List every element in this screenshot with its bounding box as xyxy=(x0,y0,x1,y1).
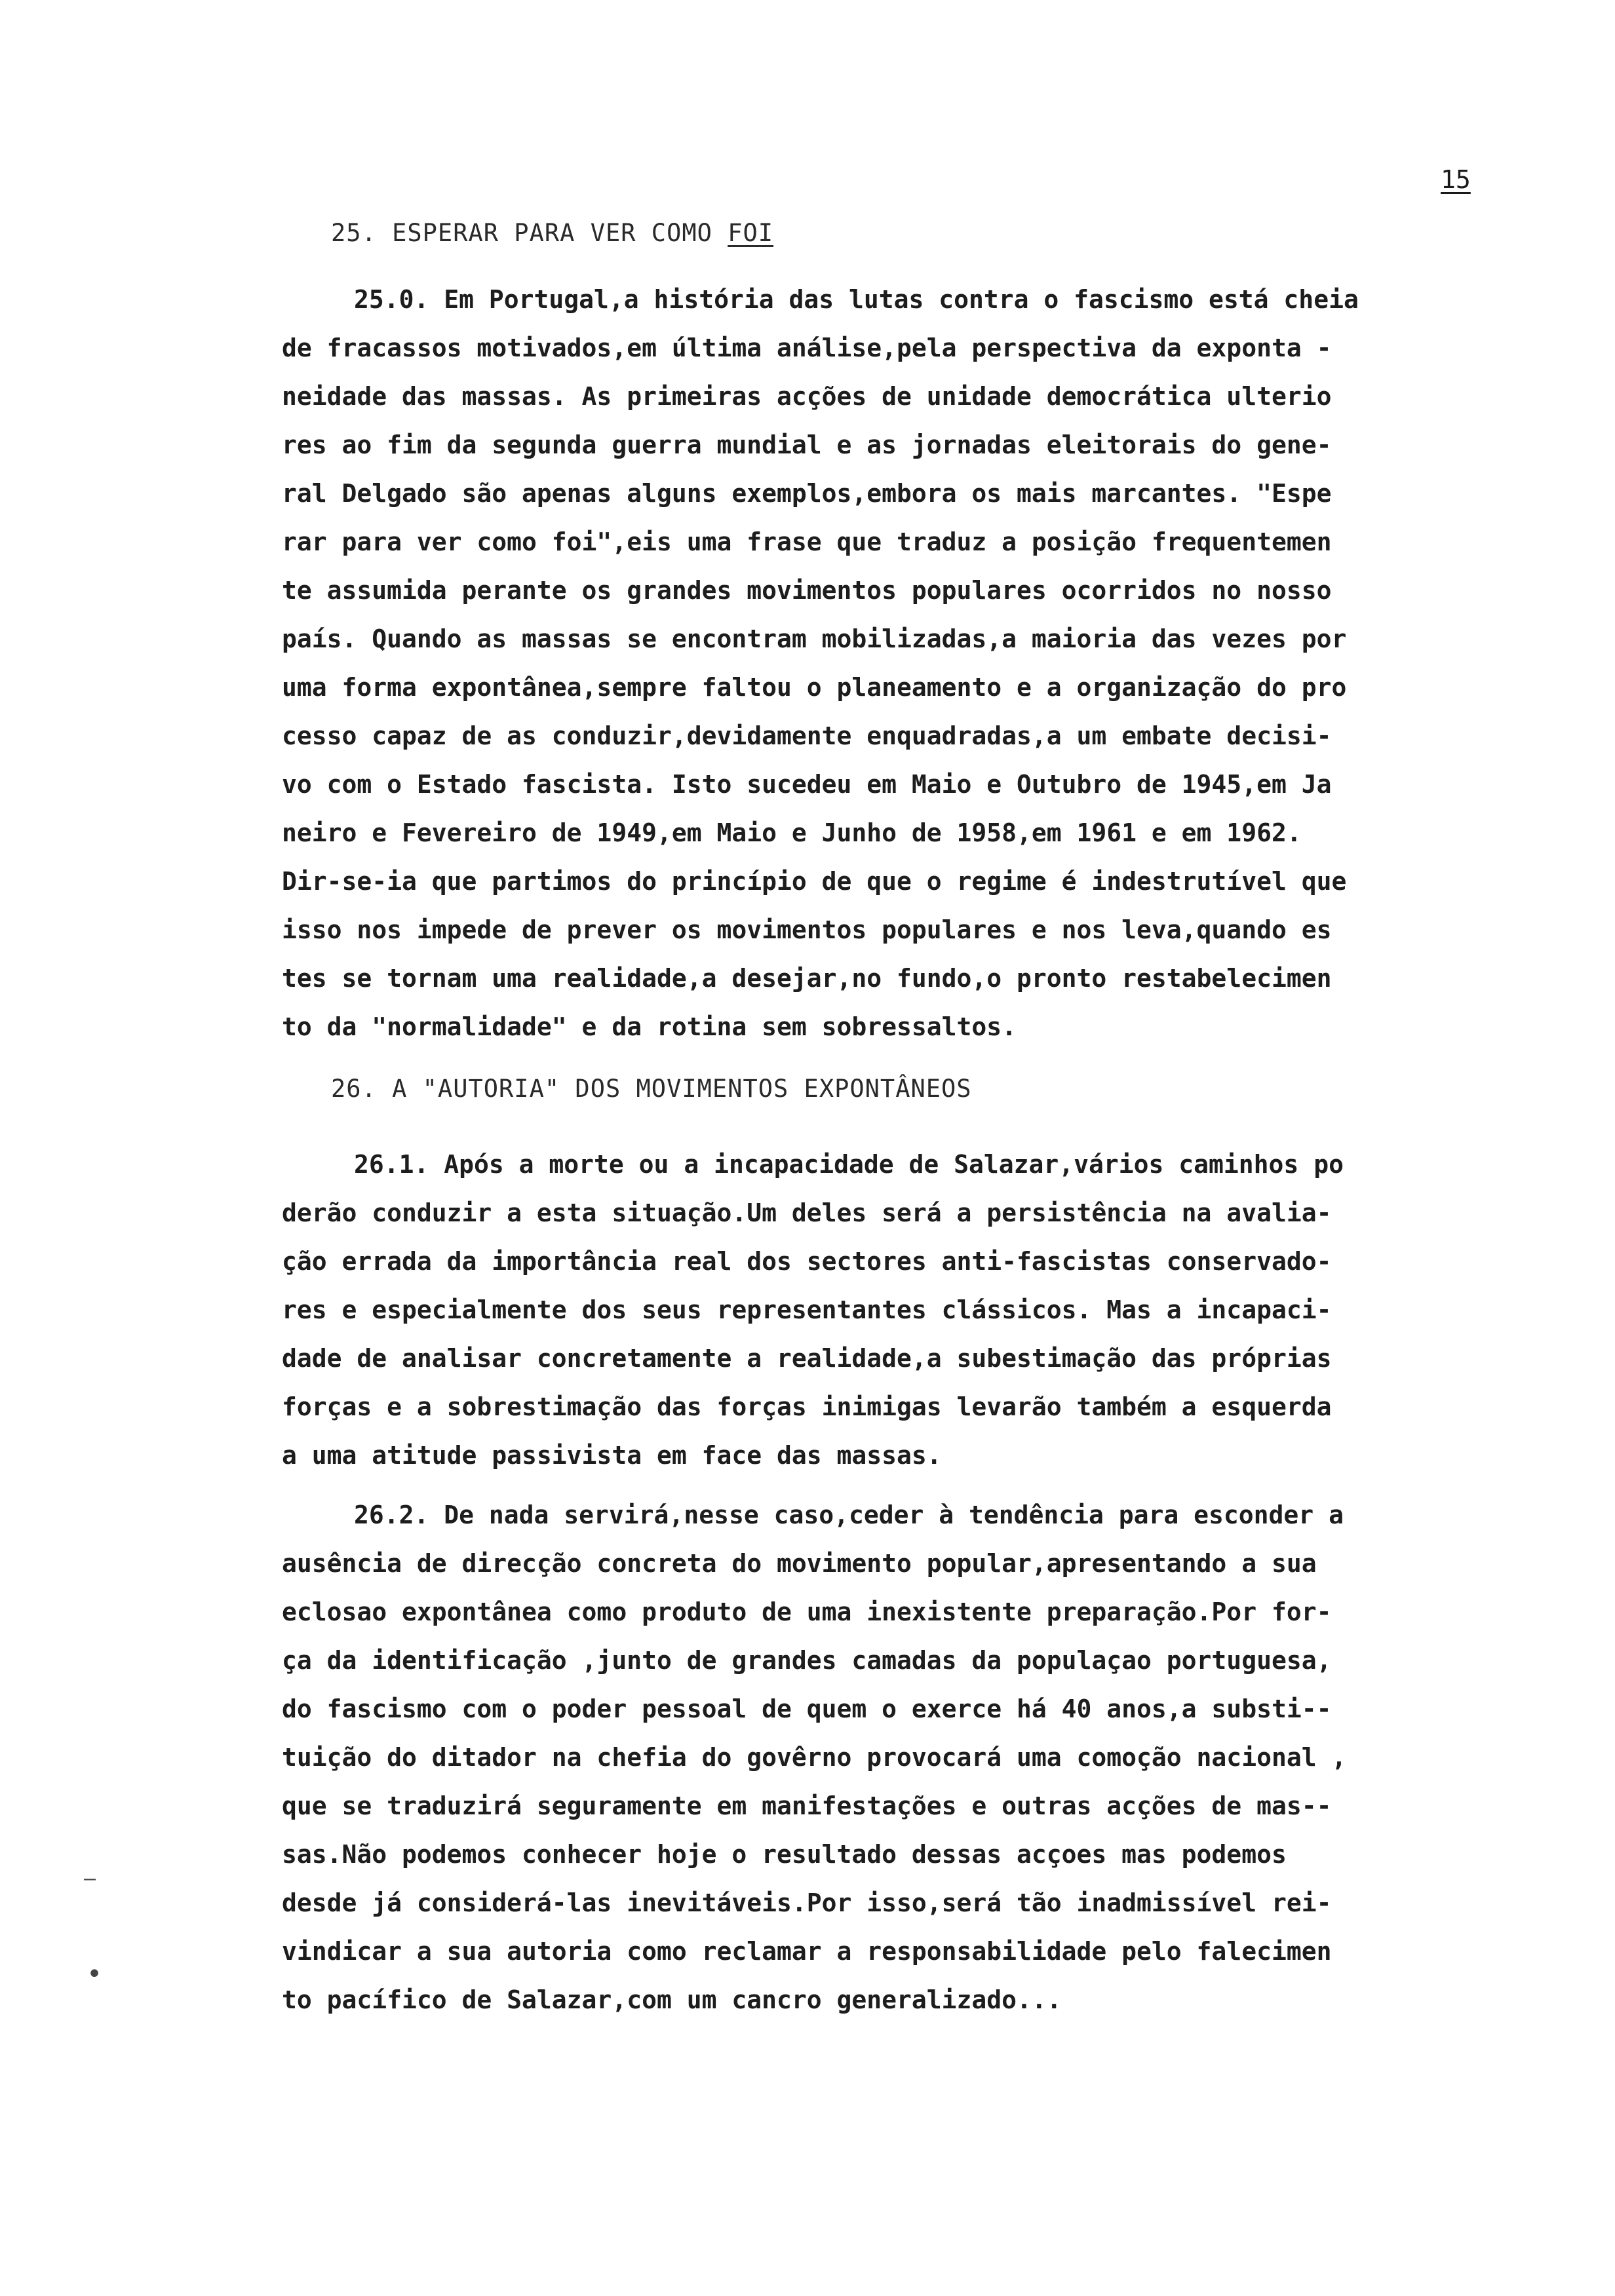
text-line: res ao fim da segunda guerra mundial e as jornadas eleitorais do gene- xyxy=(282,430,1332,459)
text-line: Dir-se-ia que partimos do princípio de que o regime é indestrutível que xyxy=(282,867,1347,896)
page-number: 15 xyxy=(1441,165,1471,194)
section-25-heading-underlined: FOI xyxy=(728,219,774,247)
text-line: rar para ver como foi",eis uma frase que traduz a posição frequentemen xyxy=(282,527,1332,556)
text-line: dade de analisar concretamente a realidade,a subestimação das próprias xyxy=(282,1344,1332,1373)
text-line: ça da identificação ,junto de grandes camadas da populaçao portuguesa, xyxy=(282,1646,1332,1675)
text-line: neidade das massas. As primeiras acções de unidade democrática ulterio xyxy=(282,382,1332,411)
text-line: que se traduzirá seguramente em manifestações e outras acções de mas-- xyxy=(282,1791,1332,1820)
text-line: tuição do ditador na chefia do govêrno provocará uma comoção nacional , xyxy=(282,1743,1347,1772)
text-line: 26.2. De nada servirá,nesse caso,ceder à tendência para esconder a xyxy=(354,1501,1344,1529)
text-line: ausência de direcção concreta do movimento popular,apresentando a sua xyxy=(282,1549,1317,1578)
text-line: cesso capaz de as conduzir,devidamente enquadradas,a um embate decisi- xyxy=(282,721,1332,750)
text-line: uma forma expontânea,sempre faltou o planeamento e a organização do pro xyxy=(282,673,1347,702)
text-line: país. Quando as massas se encontram mobilizadas,a maioria das vezes por xyxy=(282,624,1347,653)
section-25-heading-text: 25. ESPERAR PARA VER COMO xyxy=(331,219,712,247)
text-line: to da "normalidade" e da rotina sem sobressaltos. xyxy=(282,1012,1017,1041)
text-line: a uma atitude passivista em face das massas. xyxy=(282,1441,942,1470)
text-line: do fascismo com o poder pessoal de quem o exerce há 40 anos,a substi-- xyxy=(282,1694,1332,1723)
text-line: desde já considerá-las inevitáveis.Por isso,será tão inadmissível rei- xyxy=(282,1888,1332,1917)
text-line: tes se tornam uma realidade,a desejar,no fundo,o pronto restabelecimen xyxy=(282,964,1332,993)
section-26-1-paragraph xyxy=(282,1140,1521,1480)
text-line: sas.Não podemos conhecer hoje o resultado dessas acçoes mas podemos xyxy=(282,1840,1287,1869)
text-line: ral Delgado são apenas alguns exemplos,embora os mais marcantes. "Espe xyxy=(282,479,1332,508)
text-line: 26.1. Após a morte ou a incapacidade de Salazar,vários caminhos po xyxy=(354,1150,1344,1179)
text-line: vindicar a sua autoria como reclamar a responsabilidade pelo falecimen xyxy=(282,1937,1332,1966)
text-line: ção errada da importância real dos sectores anti-fascistas conservado- xyxy=(282,1247,1332,1276)
scan-artifact-dot: • xyxy=(87,1959,103,1989)
section-26-heading: 26. A "AUTORIA" DOS MOVIMENTOS EXPONTÂNEOS xyxy=(331,1075,972,1103)
text-line: derão conduzir a esta situação.Um deles será a persistência na avalia- xyxy=(282,1198,1332,1227)
text-line: vo com o Estado fascista. Isto sucedeu em Maio e Outubro de 1945,em Ja xyxy=(282,770,1332,799)
text-line: 25.0. Em Portugal,a história das lutas contra o fascismo está cheia xyxy=(354,285,1359,314)
text-line: de fracassos motivados,em última análise,pela perspectiva da exponta - xyxy=(282,334,1332,362)
section-25-paragraph xyxy=(282,275,1521,1051)
text-line: res e especialmente dos seus representantes clássicos. Mas a incapaci- xyxy=(282,1295,1332,1324)
text-line: eclosao expontânea como produto de uma inexistente preparação.Por for- xyxy=(282,1598,1332,1626)
scan-artifact-dash: – xyxy=(84,1867,96,1890)
section-26-2-paragraph xyxy=(282,1491,1521,2024)
text-line: neiro e Fevereiro de 1949,em Maio e Junho de 1958,em 1961 e em 1962. xyxy=(282,818,1302,847)
text-line: isso nos impede de prever os movimentos populares e nos leva,quando es xyxy=(282,915,1332,944)
text-line: to pacífico de Salazar,com um cancro generalizado... xyxy=(282,1985,1062,2014)
section-25-heading xyxy=(331,219,773,247)
text-line: te assumida perante os grandes movimentos populares ocorridos no nosso xyxy=(282,576,1332,605)
text-line: forças e a sobrestimação das forças inimigas levarão também a esquerda xyxy=(282,1392,1332,1421)
